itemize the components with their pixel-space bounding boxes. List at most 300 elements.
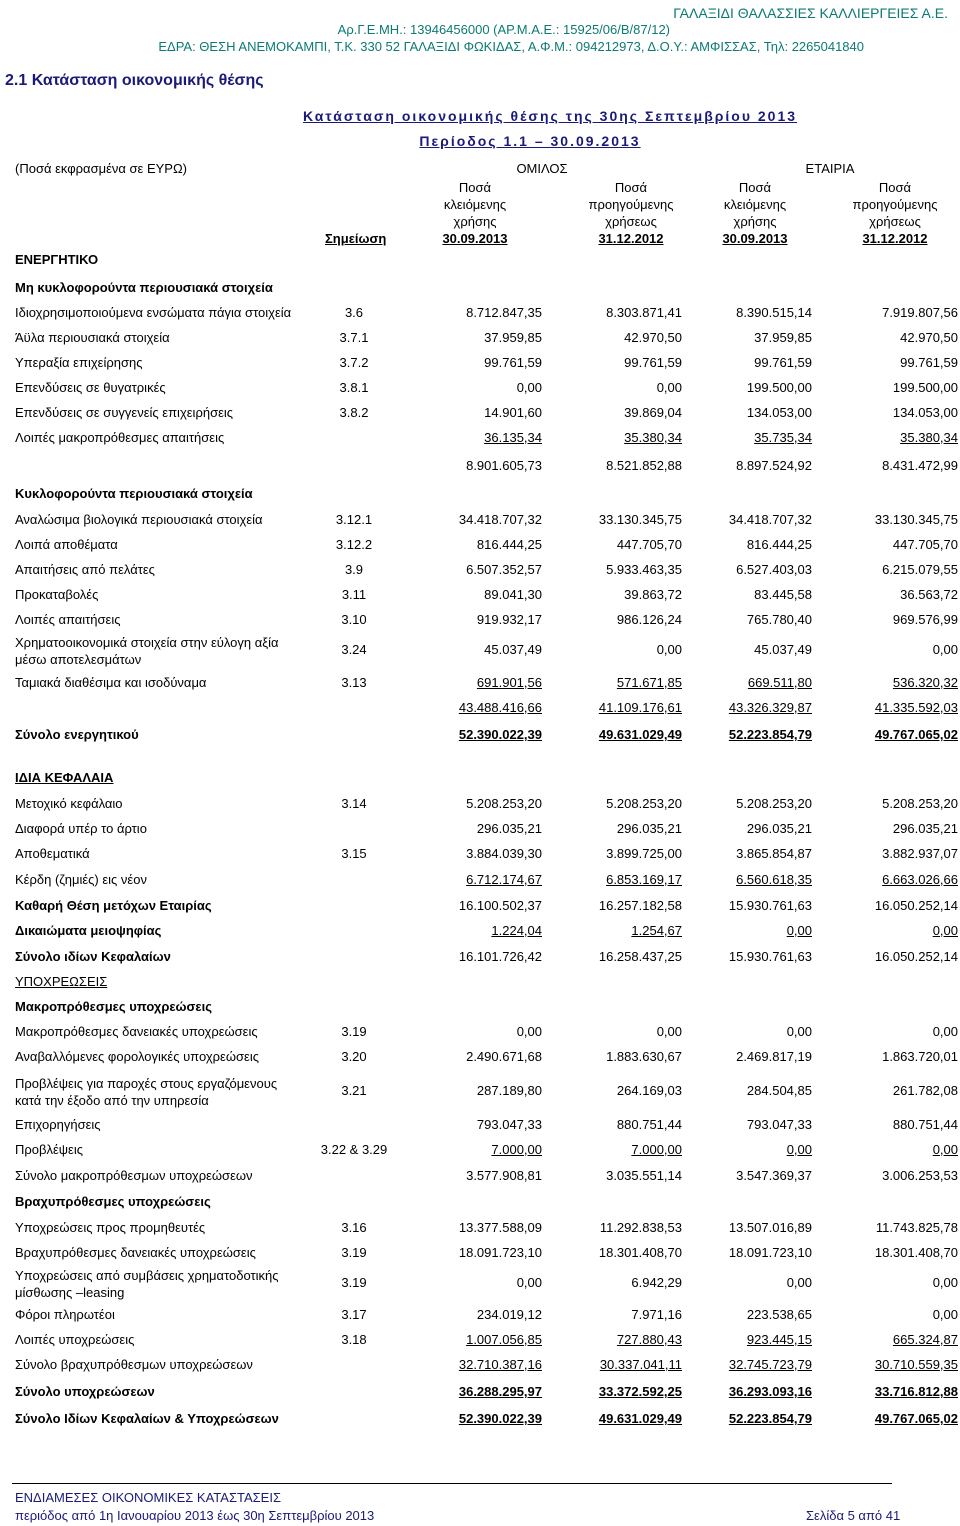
row-value-text: 35.380,34 bbox=[624, 430, 682, 445]
row-value-text: 49.631.029,49 bbox=[598, 727, 682, 742]
row-label: Σύνολο υποχρεώσεων bbox=[15, 1384, 155, 1399]
table-row bbox=[0, 1307, 960, 1327]
row-value bbox=[692, 675, 812, 690]
col-date-label: 31.12.2012 bbox=[598, 231, 664, 246]
row-value bbox=[422, 949, 542, 964]
row-value bbox=[422, 1411, 542, 1426]
row-value-text: 0,00 bbox=[786, 1024, 812, 1039]
row-value-text: 45.037,49 bbox=[484, 642, 542, 657]
row-value bbox=[838, 1357, 958, 1372]
row-value-text: 287.189,80 bbox=[476, 1083, 542, 1098]
row-value bbox=[692, 562, 812, 577]
col-date-label: 30.09.2013 bbox=[722, 231, 788, 246]
row-value bbox=[562, 949, 682, 964]
row-value-text: 793.047,33 bbox=[746, 1117, 812, 1132]
row-value-text: 5.208.253,20 bbox=[466, 796, 542, 811]
row-note: 3.19 bbox=[341, 1024, 367, 1039]
row-value bbox=[422, 1332, 542, 1347]
section-title: 2.1 Κατάσταση οικονομικής θέσης bbox=[5, 72, 264, 89]
row-value-text: 7.000,00 bbox=[491, 1142, 542, 1157]
row-value bbox=[562, 1024, 682, 1039]
row-value bbox=[562, 898, 682, 913]
row-value bbox=[562, 405, 682, 420]
row-value bbox=[422, 587, 542, 602]
row-value-text: 16.258.437,25 bbox=[598, 949, 682, 964]
row-value bbox=[422, 675, 542, 690]
col-previous-label: προηγούμενης bbox=[852, 197, 938, 212]
row-value-text: 3.035.551,14 bbox=[606, 1168, 682, 1183]
col-period-label: χρήσης bbox=[453, 214, 497, 229]
row-value-text: 32.710.387,16 bbox=[458, 1357, 542, 1372]
table-row bbox=[0, 330, 960, 350]
row-value-text: 816.444,25 bbox=[746, 537, 812, 552]
row-value-text: 0,00 bbox=[656, 642, 682, 657]
row-value-text: 969.576,99 bbox=[892, 612, 958, 627]
row-value bbox=[838, 1332, 958, 1347]
row-value-text: 7.919.807,56 bbox=[882, 305, 958, 320]
table-row bbox=[0, 872, 960, 892]
row-value-text: 13.507.016,89 bbox=[728, 1220, 812, 1235]
row-label: Βραχυπρόθεσμες υποχρεώσεις bbox=[15, 1194, 211, 1209]
row-value-text: 727.880,43 bbox=[616, 1332, 682, 1347]
table-row bbox=[0, 770, 960, 790]
row-value-text: 793.047,33 bbox=[476, 1117, 542, 1132]
row-value-text: 16.100.502,37 bbox=[458, 898, 542, 913]
row-value bbox=[562, 562, 682, 577]
row-note: 3.8.1 bbox=[339, 380, 369, 395]
row-label: Επιχορηγήσεις bbox=[15, 1117, 101, 1132]
row-value-text: 32.745.723,79 bbox=[728, 1357, 812, 1372]
row-value bbox=[692, 821, 812, 836]
row-note: 3.22 & 3.29 bbox=[320, 1142, 388, 1157]
row-value-text: 5.933.463,35 bbox=[606, 562, 682, 577]
row-value bbox=[838, 700, 958, 715]
row-label: Επενδύσεις σε συγγενείς επιχειρήσεις bbox=[15, 405, 234, 420]
row-value bbox=[422, 1168, 542, 1183]
row-value bbox=[562, 675, 682, 690]
currency-note: (Ποσά εκφρασμένα σε ΕΥΡΩ) bbox=[15, 161, 188, 176]
row-value-text: 6.663.026,66 bbox=[882, 872, 958, 887]
company-name: ΓΑΛΑΞΙΔΙ ΘΑΛΑΣΣΙΕΣ ΚΑΛΛΙΕΡΓΕΙΕΣ Α.Ε. bbox=[673, 5, 948, 21]
row-value bbox=[422, 1275, 542, 1290]
table-row bbox=[0, 1049, 960, 1069]
row-value bbox=[422, 562, 542, 577]
row-value-text: 41.335.592,03 bbox=[874, 700, 958, 715]
table-row bbox=[0, 562, 960, 582]
row-value-text: 30.710.559,35 bbox=[874, 1357, 958, 1372]
row-value-text: 296.035,21 bbox=[476, 821, 542, 836]
row-value-text: 7.000,00 bbox=[631, 1142, 682, 1157]
row-value-text: 296.035,21 bbox=[746, 821, 812, 836]
row-value-text: 296.035,21 bbox=[892, 821, 958, 836]
row-value bbox=[422, 1307, 542, 1322]
table-row bbox=[0, 727, 960, 747]
row-value bbox=[838, 727, 958, 742]
row-value-text: 0,00 bbox=[932, 1024, 958, 1039]
row-value bbox=[838, 587, 958, 602]
row-value bbox=[838, 330, 958, 345]
row-label: Ιδιοχρησιμοποιούμενα ενσώματα πάγια στοιχεία bbox=[15, 305, 292, 320]
row-value bbox=[838, 821, 958, 836]
col-amount-label: Ποσά bbox=[614, 180, 648, 195]
row-value bbox=[692, 612, 812, 627]
table-row bbox=[0, 486, 960, 506]
row-value-text: 536.320,32 bbox=[892, 675, 958, 690]
row-label: Σύνολο ιδίων Κεφαλαίων bbox=[15, 949, 171, 964]
row-value bbox=[692, 405, 812, 420]
table-row bbox=[0, 1168, 960, 1188]
row-value bbox=[562, 1245, 682, 1260]
row-value bbox=[562, 700, 682, 715]
row-value-text: 3.865.854,87 bbox=[736, 846, 812, 861]
row-value bbox=[838, 923, 958, 938]
row-note: 3.11 bbox=[341, 587, 367, 602]
row-value bbox=[562, 587, 682, 602]
row-value bbox=[422, 1245, 542, 1260]
row-value bbox=[838, 430, 958, 445]
row-label: Δικαιώματα μειοψηφίας bbox=[15, 923, 162, 938]
row-value-text: 16.050.252,14 bbox=[874, 898, 958, 913]
row-label: Λοιπές μακροπρόθεσμες απαιτήσεις bbox=[15, 430, 225, 445]
row-value bbox=[562, 305, 682, 320]
row-value bbox=[838, 1117, 958, 1132]
row-value bbox=[838, 405, 958, 420]
row-value-text: 35.735,34 bbox=[754, 430, 812, 445]
col-period-label: χρήσεως bbox=[869, 214, 921, 229]
row-value-text: 816.444,25 bbox=[476, 537, 542, 552]
row-value-text: 43.326.329,87 bbox=[728, 700, 812, 715]
col-amount-label: Ποσά bbox=[738, 180, 772, 195]
row-value-text: 89.041,30 bbox=[484, 587, 542, 602]
row-value-text: 665.324,87 bbox=[892, 1332, 958, 1347]
row-label: Φόροι πληρωτέοι bbox=[15, 1307, 115, 1322]
table-row bbox=[0, 405, 960, 425]
row-value-text: 52.223.854,79 bbox=[728, 1411, 812, 1426]
row-value-text: 8.390.515,14 bbox=[736, 305, 812, 320]
row-note: 3.20 bbox=[341, 1049, 367, 1064]
row-value bbox=[422, 1142, 542, 1157]
row-value-text: 14.901,60 bbox=[484, 405, 542, 420]
row-note: 3.15 bbox=[341, 846, 367, 861]
row-value-text: 0,00 bbox=[516, 1275, 542, 1290]
row-value bbox=[562, 380, 682, 395]
row-label: Λοιπά αποθέματα bbox=[15, 537, 118, 552]
row-value bbox=[422, 1024, 542, 1039]
row-value bbox=[562, 1411, 682, 1426]
row-value-text: 1.007.056,85 bbox=[466, 1332, 542, 1347]
report-title: Κατάσταση οικονομικής θέσης της 30ης Σεπτεμβρίου 2013 bbox=[302, 108, 798, 124]
row-value-text: 6.507.352,57 bbox=[466, 562, 542, 577]
row-value-text: 880.751,44 bbox=[616, 1117, 682, 1132]
row-value-text: 3.884.039,30 bbox=[466, 846, 542, 861]
row-value bbox=[838, 1411, 958, 1426]
row-value-text: 43.488.416,66 bbox=[458, 700, 542, 715]
row-value-text: 571.671,85 bbox=[616, 675, 682, 690]
row-note: 3.19 bbox=[341, 1245, 367, 1260]
table-row bbox=[0, 1194, 960, 1214]
row-value bbox=[422, 923, 542, 938]
row-value bbox=[562, 727, 682, 742]
row-value bbox=[422, 405, 542, 420]
row-value bbox=[692, 330, 812, 345]
row-value bbox=[838, 1384, 958, 1399]
row-value bbox=[422, 796, 542, 811]
row-label bbox=[15, 634, 279, 668]
row-value-text: 6.527.403,03 bbox=[736, 562, 812, 577]
row-value-text: 11.292.838,53 bbox=[599, 1220, 682, 1235]
row-value-text: 15.930.761,63 bbox=[728, 949, 812, 964]
row-value-text: 0,00 bbox=[786, 923, 812, 938]
row-value-text: 37.959,85 bbox=[484, 330, 542, 345]
row-value-text: 3.547.369,37 bbox=[736, 1168, 812, 1183]
row-label: Ταμιακά διαθέσιμα και ισοδύναμα bbox=[15, 675, 207, 690]
row-label: Σύνολο ενεργητικού bbox=[15, 727, 139, 742]
row-value bbox=[838, 1024, 958, 1039]
row-value-text: 1.224,04 bbox=[491, 923, 542, 938]
row-value-text: 0,00 bbox=[516, 1024, 542, 1039]
row-value-text: 41.109.176,61 bbox=[598, 700, 682, 715]
row-label: Μη κυκλοφορούντα περιουσιακά στοιχεία bbox=[15, 280, 273, 295]
row-value bbox=[692, 846, 812, 861]
row-label: Λοιπές υποχρεώσεις bbox=[15, 1332, 135, 1347]
row-value-text: 35.380,34 bbox=[900, 430, 958, 445]
row-value-text: 36.293.093,16 bbox=[728, 1384, 812, 1399]
row-label: Προκαταβολές bbox=[15, 587, 99, 602]
row-label: Απαιτήσεις από πελάτες bbox=[15, 562, 155, 577]
row-value-text: 0,00 bbox=[932, 1307, 958, 1322]
row-value-text: 16.050.252,14 bbox=[874, 949, 958, 964]
footer-period: περιόδος από 1η Ιανουαρίου 2013 έως 30η Σεπτεμβρίου 2013 bbox=[15, 1508, 375, 1523]
row-value bbox=[562, 1049, 682, 1064]
assets-heading: ΕΝΕΡΓΗΤΙΚΟ bbox=[15, 252, 99, 267]
table-row bbox=[0, 1268, 960, 1300]
row-label: Κέρδη (ζημιές) εις νέον bbox=[15, 872, 147, 887]
row-value-text: 8.897.524,92 bbox=[736, 458, 812, 473]
row-value bbox=[838, 512, 958, 527]
row-value bbox=[838, 612, 958, 627]
row-value-text: 8.712.847,35 bbox=[466, 305, 542, 320]
row-label: Μετοχικό κεφάλαιο bbox=[15, 796, 123, 811]
row-value bbox=[562, 872, 682, 887]
company-address: ΕΔΡΑ: ΘΕΣΗ ΑΝΕΜΟΚΑΜΠΙ, Τ.Κ. 330 52 ΓΑΛΑΞΙΔΙ ΦΩΚΙΔΑΣ, Α.Φ.Μ.: 094212973, Δ.Ο.Υ.: ΑΜΦΙΣΣΑΣ, Τηλ: 2265041840 bbox=[158, 39, 864, 54]
row-value-text: 42.970,50 bbox=[624, 330, 682, 345]
col-closing-label: κλειόμενης bbox=[443, 197, 507, 212]
table-row bbox=[0, 1076, 960, 1108]
table-row bbox=[0, 821, 960, 841]
row-value-text: 0,00 bbox=[932, 923, 958, 938]
row-value bbox=[422, 458, 542, 473]
row-label: Μακροπρόθεσμες δανειακές υποχρεώσεις bbox=[15, 1024, 258, 1039]
table-row bbox=[0, 923, 960, 943]
row-value bbox=[562, 1083, 682, 1098]
row-value bbox=[562, 1357, 682, 1372]
row-value-text: 5.208.253,20 bbox=[882, 796, 958, 811]
row-value bbox=[422, 1220, 542, 1235]
row-value-text: 45.037,49 bbox=[754, 642, 812, 657]
row-value-text: 42.970,50 bbox=[900, 330, 958, 345]
company-registration: Αρ.Γ.Ε.ΜΗ.: 13946456000 (ΑΡ.Μ.Α.Ε.: 15925/06/Β/87/12) bbox=[337, 22, 670, 37]
row-label: Υπεραξία επιχείρησης bbox=[15, 355, 143, 370]
row-value-text: 6.215.079,55 bbox=[882, 562, 958, 577]
row-value-text: 5.208.253,20 bbox=[736, 796, 812, 811]
col-closing-label: κλειόμενης bbox=[723, 197, 787, 212]
row-value-text: 7.971,16 bbox=[631, 1307, 682, 1322]
row-value bbox=[422, 821, 542, 836]
row-label: Προβλέψεις bbox=[15, 1142, 84, 1157]
row-value-text: 8.901.605,73 bbox=[466, 458, 542, 473]
row-value-text: 0,00 bbox=[932, 1142, 958, 1157]
row-label-line: Χρηματοοικονομικά στοιχεία στην εύλογη αξία bbox=[15, 635, 279, 650]
row-value-text: 34.418.707,32 bbox=[458, 512, 542, 527]
table-row bbox=[0, 846, 960, 866]
row-label bbox=[15, 1075, 277, 1109]
row-label: Λοιπές απαιτήσεις bbox=[15, 612, 121, 627]
row-value-text: 134.053,00 bbox=[892, 405, 958, 420]
row-value-text: 3.577.908,81 bbox=[466, 1168, 542, 1183]
row-value bbox=[422, 642, 542, 657]
row-value bbox=[422, 727, 542, 742]
row-value-text: 18.091.723,10 bbox=[458, 1245, 542, 1260]
row-note: 3.24 bbox=[341, 642, 367, 657]
row-value bbox=[692, 458, 812, 473]
row-value-text: 880.751,44 bbox=[892, 1117, 958, 1132]
row-label: Σύνολο βραχυπρόθεσμων υποχρεώσεων bbox=[15, 1357, 253, 1372]
row-value bbox=[692, 1275, 812, 1290]
row-value bbox=[692, 1117, 812, 1132]
table-row bbox=[0, 1024, 960, 1044]
row-value bbox=[838, 1142, 958, 1157]
row-note: 3.7.2 bbox=[339, 355, 369, 370]
table-row bbox=[0, 796, 960, 816]
row-value-text: 99.761,59 bbox=[900, 355, 958, 370]
row-value-text: 11.743.825,78 bbox=[875, 1220, 958, 1235]
row-value bbox=[838, 898, 958, 913]
row-value-text: 13.377.588,09 bbox=[458, 1220, 542, 1235]
row-label: Υποχρεώσεις προς προμηθευτές bbox=[15, 1220, 206, 1235]
row-value bbox=[692, 923, 812, 938]
row-value-text: 99.761,59 bbox=[484, 355, 542, 370]
row-value bbox=[692, 949, 812, 964]
row-value-text: 8.303.871,41 bbox=[606, 305, 682, 320]
row-label: Σύνολο Ιδίων Κεφαλαίων & Υποχρεώσεων bbox=[15, 1411, 279, 1426]
row-value bbox=[562, 923, 682, 938]
row-value-text: 296.035,21 bbox=[616, 821, 682, 836]
table-row bbox=[0, 612, 960, 632]
row-value bbox=[838, 1245, 958, 1260]
row-value-text: 99.761,59 bbox=[624, 355, 682, 370]
row-note: 3.14 bbox=[341, 796, 367, 811]
footer-title: ΕΝΔΙΑΜΕΣΕΣ ΟΙΚΟΝΟΜΙΚΕΣ ΚΑΤΑΣΤΑΣΕΙΣ bbox=[15, 1490, 281, 1505]
row-value-text: 36.563,72 bbox=[900, 587, 958, 602]
row-label: Διαφορά υπέρ το άρτιο bbox=[15, 821, 147, 836]
row-note: 3.10 bbox=[341, 612, 367, 627]
table-row bbox=[0, 700, 960, 720]
row-value-text: 39.863,72 bbox=[624, 587, 682, 602]
table-row bbox=[0, 305, 960, 325]
row-value bbox=[562, 1117, 682, 1132]
row-value-text: 37.959,85 bbox=[754, 330, 812, 345]
row-label-line: μέσω αποτελεσμάτων bbox=[15, 652, 142, 667]
row-value-text: 6.942,29 bbox=[631, 1275, 682, 1290]
row-value bbox=[692, 642, 812, 657]
row-label: Μακροπρόθεσμες υποχρεώσεις bbox=[15, 999, 212, 1014]
col-amount-label: Ποσά bbox=[458, 180, 492, 195]
col-date-label: 30.09.2013 bbox=[442, 231, 508, 246]
row-value bbox=[838, 458, 958, 473]
table-row bbox=[0, 999, 960, 1019]
row-value bbox=[692, 537, 812, 552]
row-value bbox=[838, 1049, 958, 1064]
row-value-text: 8.521.852,88 bbox=[606, 458, 682, 473]
row-value bbox=[562, 1168, 682, 1183]
table-row bbox=[0, 1357, 960, 1377]
row-value-text: 34.418.707,32 bbox=[728, 512, 812, 527]
row-label bbox=[15, 1267, 279, 1301]
row-note: 3.12.2 bbox=[335, 537, 373, 552]
row-note: 3.13 bbox=[341, 675, 367, 690]
row-value bbox=[838, 305, 958, 320]
row-label: Καθαρή Θέση μετόχων Εταιρίας bbox=[15, 898, 212, 913]
row-value bbox=[422, 380, 542, 395]
row-note: 3.7.1 bbox=[339, 330, 369, 345]
row-value bbox=[838, 796, 958, 811]
company-header: ΕΤΑΙΡΙΑ bbox=[805, 161, 855, 176]
row-value-text: 52.390.022,39 bbox=[458, 727, 542, 742]
col-previous-label: προηγούμενης bbox=[588, 197, 674, 212]
row-value bbox=[422, 872, 542, 887]
row-value-text: 1.863.720,01 bbox=[882, 1049, 958, 1064]
row-value-text: 33.716.812,88 bbox=[874, 1384, 958, 1399]
table-row bbox=[0, 1332, 960, 1352]
row-value bbox=[562, 1275, 682, 1290]
row-value bbox=[422, 846, 542, 861]
table-row bbox=[0, 1142, 960, 1162]
row-value-text: 1.254,67 bbox=[631, 923, 682, 938]
row-value-text: 2.469.817,19 bbox=[736, 1049, 812, 1064]
row-value-text: 8.431.472,99 bbox=[882, 458, 958, 473]
row-note: 3.12.1 bbox=[335, 512, 373, 527]
row-value bbox=[838, 846, 958, 861]
row-value bbox=[838, 949, 958, 964]
row-note: 3.16 bbox=[341, 1220, 367, 1235]
col-period-label: χρήσεως bbox=[605, 214, 657, 229]
table-row bbox=[0, 1245, 960, 1265]
row-value bbox=[422, 1117, 542, 1132]
table-row bbox=[0, 280, 960, 300]
row-value-text: 16.101.726,42 bbox=[458, 949, 542, 964]
row-value bbox=[692, 1332, 812, 1347]
row-value-text: 986.126,24 bbox=[616, 612, 682, 627]
row-label: Κυκλοφορούντα περιουσιακά στοιχεία bbox=[15, 486, 253, 501]
row-value-text: 6.853.169,17 bbox=[606, 872, 682, 887]
row-value bbox=[692, 1220, 812, 1235]
row-label: Αποθεματικά bbox=[15, 846, 90, 861]
table-row bbox=[0, 512, 960, 532]
table-row bbox=[0, 1384, 960, 1404]
row-value-text: 691.901,56 bbox=[476, 675, 542, 690]
row-value bbox=[692, 512, 812, 527]
row-value-text: 3.899.725,00 bbox=[606, 846, 682, 861]
row-value-text: 669.511,80 bbox=[747, 675, 812, 690]
row-value-text: 234.019,12 bbox=[476, 1307, 542, 1322]
row-value-text: 36.135,34 bbox=[484, 430, 542, 445]
table-row bbox=[0, 380, 960, 400]
row-value-text: 447.705,70 bbox=[616, 537, 682, 552]
row-value bbox=[422, 898, 542, 913]
row-value bbox=[562, 1307, 682, 1322]
row-value bbox=[838, 1083, 958, 1098]
row-value bbox=[692, 796, 812, 811]
